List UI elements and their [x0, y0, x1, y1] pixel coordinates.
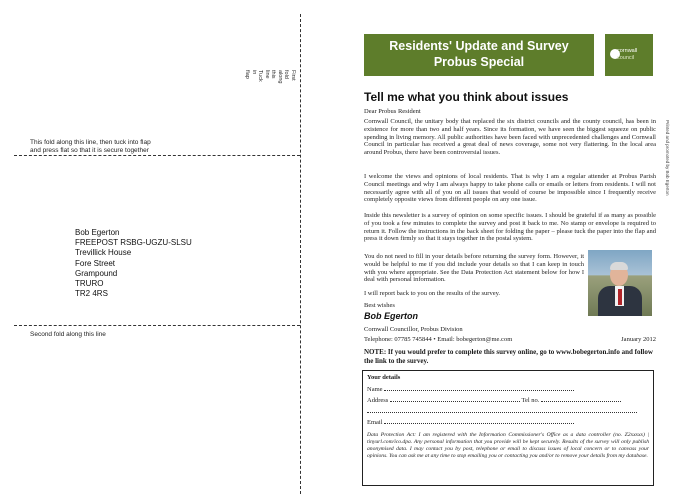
fold-instruction-2: Second fold along this line	[30, 331, 106, 338]
contact-line	[364, 336, 656, 343]
closing: Best wishes	[364, 302, 395, 309]
address-line: FREEPOST RSBG-UGZU-SLSU	[75, 238, 192, 248]
fold-line-2	[14, 325, 300, 326]
address-line: Fore Street	[75, 258, 116, 268]
name-field[interactable]	[384, 390, 574, 391]
newsletter-banner	[364, 34, 594, 76]
email-label: Email	[367, 419, 383, 426]
tel-field[interactable]	[541, 401, 621, 402]
address-line: TR2 4RS	[75, 289, 108, 299]
body-paragraph: I will report back to you on the results of the survey.	[364, 290, 501, 297]
address-field[interactable]	[390, 401, 520, 402]
email-field[interactable]	[384, 423, 574, 424]
logo-text-1: cornwall	[617, 48, 638, 54]
freepost-address	[75, 228, 192, 299]
address-row	[367, 395, 649, 406]
email-row	[367, 417, 649, 428]
contact-details: Telephone: 07785 745844 • Email: bobegerton@me.com	[364, 336, 513, 343]
cornwall-council-logo	[605, 34, 653, 76]
your-details-form	[362, 370, 654, 486]
side-fold-instruction	[244, 70, 298, 160]
name-label: Name	[367, 386, 383, 393]
signature: Bob Egerton	[364, 311, 418, 321]
body-paragraph: Inside this newsletter is a survey of opinion on some specific issues. I should be grateful if as many as possible of you took a few minutes to complete the survey and post it back to me. No stamp or envelope is required to return it. Follow the instructions in the back sheet for folding the paper – please tuck the paper into the flap and press it down firmly so that it stays together in the postal system.	[364, 212, 656, 243]
tel-label: Tel no.	[521, 397, 540, 404]
salutation: Dear Probus Resident	[364, 108, 421, 115]
address-line: Trevillick House	[75, 248, 132, 258]
banner-title: Residents' Update and Survey	[389, 39, 569, 53]
blank-row	[367, 406, 649, 417]
banner-subtitle: Probus Special	[433, 54, 525, 69]
data-protection-statement: Data Protection Act: I am registered with the Information Commissioner's Office as a data controller (no. Z2xxxxx) | tinyurl.com/ico.dpa. Any personal information that you provide will be kept securely. Results of the survey will only publish anonymised data. I may contact you by post, telephone or email to discuss issues of local concern or to canvass your opinions. You can ask me at any time to stop emailing you or contacting you and/or to remove your details from my database.	[367, 432, 649, 459]
councillor-role: Cornwall Councillor, Probus Division	[364, 326, 463, 333]
body-paragraph: You do not need to fill in your details before returning the survey form. However, it would be helpful to me if you did include your details so that I can keep in touch with you where appropriate. See the Data Protection Act statement below for how I deal with personal information.	[364, 253, 584, 284]
form-title: Your details	[367, 374, 401, 381]
fold-instruction-1: This fold along this line, then tuck into flap and press flat so that it is secure together	[30, 139, 151, 154]
body-paragraph: Cornwall Council, the unitary body that replaced the six district councils and the county council, has been in existence for more than two and half years. Since its formation, we have seen the biggest squeeze on public spending in living memory. All public authorities have been faced with unprecedented challenges and Cornwall Council in particular has received a great deal of news coverage, some not very flattering. In the local area around Probus, there have been controversial issues.	[364, 118, 656, 157]
issue-date: January 2012	[621, 336, 656, 343]
fold-line-1	[14, 155, 300, 156]
address-field-line-2[interactable]	[367, 412, 637, 413]
address-line: Grampound	[75, 268, 118, 278]
address-label: Address	[367, 397, 389, 404]
logo-text-2: council	[617, 55, 635, 61]
online-survey-note: NOTE: If you would prefer to complete this survey online, go to www.bobegerton.info and follow the link to the survey.	[364, 348, 653, 365]
vertical-cut-line	[300, 14, 301, 494]
page-headline: Tell me what you think about issues	[364, 90, 569, 104]
address-line: TRURO	[75, 279, 104, 289]
side-fold-text: First fold along this line Tuck in flap	[244, 70, 296, 84]
body-paragraph: I welcome the views and opinions of local residents. That is why I am a regular attender at Probus Parish Council meetings and why I am always happy to take phone calls or emails or letters from residents. I will not necessarily agree with all of you on all issues that would of course be impossible since I frequently receive completely opposite views from different people on any one issue.	[364, 173, 656, 204]
councillor-photo	[588, 250, 652, 316]
imprint-text: Printed and promoted by Bob Egerton	[665, 120, 670, 196]
imprint-note	[664, 120, 672, 240]
address-line: Bob Egerton	[75, 228, 120, 237]
name-row	[367, 384, 649, 395]
